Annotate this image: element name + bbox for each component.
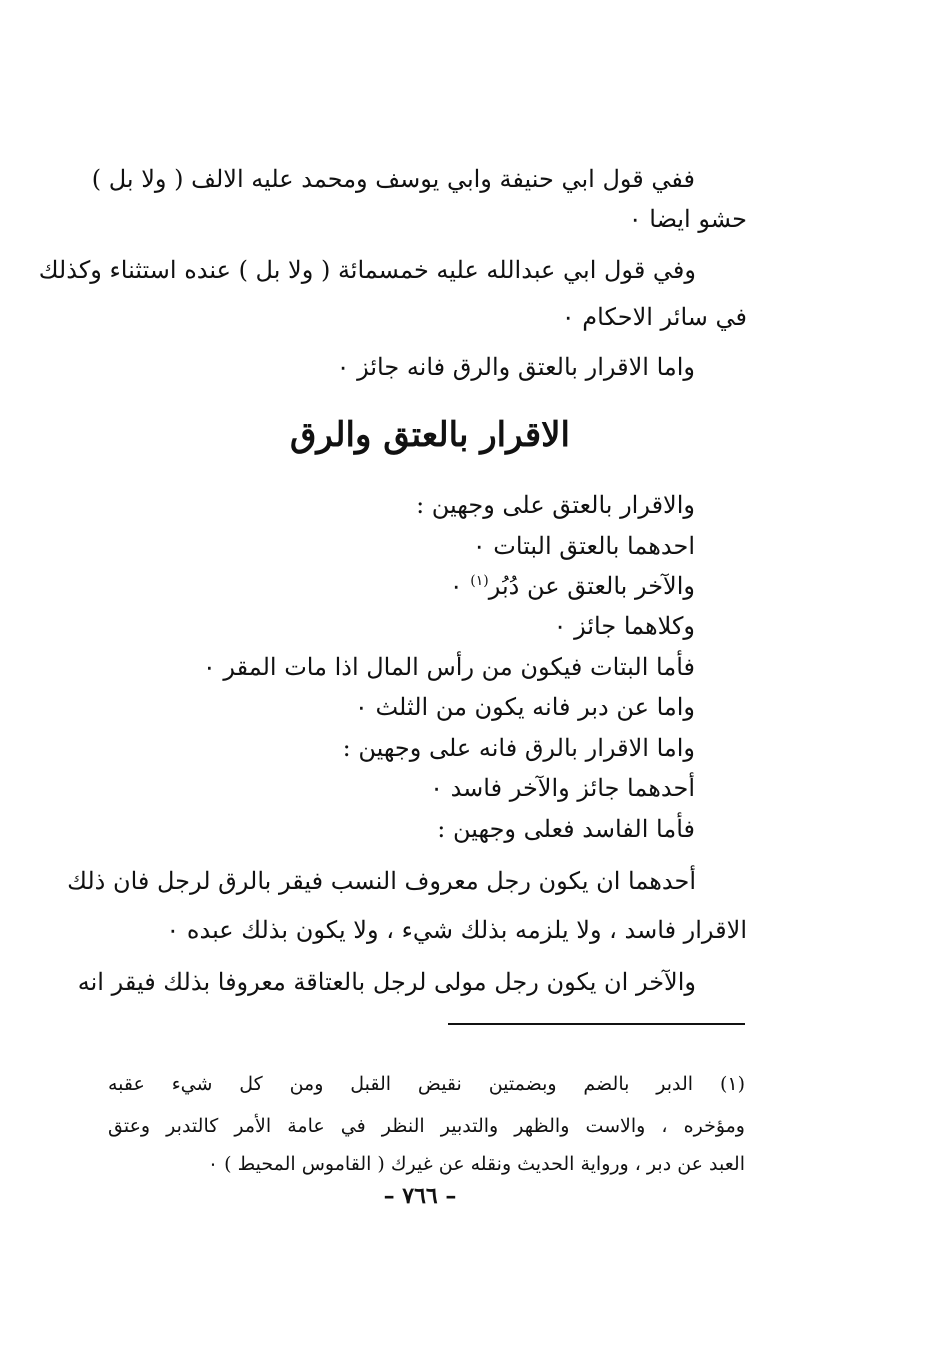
list-item-with-footnote bbox=[450, 569, 695, 603]
body-line-3: وفي قول ابي عبدالله عليه خمسمائة ( ولا بل ) عنده استثناء وكذلك bbox=[38, 256, 696, 284]
list-item: واما الاقرار بالرق فانه على وجهين : bbox=[342, 734, 695, 762]
list-item: وكلاهما جائز ٠ bbox=[553, 612, 695, 640]
footnote-line-3: العبد عن دبر ، ورواية الحديث ونقله عن غيرك ( القاموس المحيط ) ٠ bbox=[207, 1153, 745, 1175]
body-line-4: في سائر الاحكام ٠ bbox=[561, 303, 747, 331]
list-item: فأما البتات فيكون من رأس المال اذا مات المقر ٠ bbox=[202, 653, 695, 681]
paragraph-line-1: أحدهما ان يكون رجل معروف النسب فيقر بالرق لرجل فان ذلك bbox=[67, 867, 696, 895]
list-item: فأما الفاسد فعلى وجهين : bbox=[437, 815, 695, 843]
list-item: أحدهما جائز والآخر فاسد ٠ bbox=[430, 774, 695, 802]
body-line-5: واما الاقرار بالعتق والرق فانه جائز ٠ bbox=[336, 353, 695, 381]
list-item-text: والآخر بالعتق عن دُبُر bbox=[488, 572, 695, 600]
footnote-line-2: ومؤخره ، والاست والظهر والتدبير النظر في عامة الأمر كالتدبر وعتق bbox=[108, 1115, 745, 1137]
footnote-line-1: (١) الدبر بالضم وبضمتين نقيض القبل ومن كل شيء عقبه bbox=[108, 1073, 745, 1095]
page-number: – ٧٦٦ – bbox=[383, 1183, 457, 1209]
list-item: واما عن دبر فانه يكون من الثلث ٠ bbox=[354, 693, 695, 721]
footnote-separator bbox=[448, 1023, 745, 1025]
list-item: والاقرار بالعتق على وجهين : bbox=[416, 491, 695, 519]
section-heading: الاقرار بالعتق والرق bbox=[290, 415, 570, 455]
list-item: احدهما بالعتق البتات ٠ bbox=[472, 532, 695, 560]
list-item-end-mark: ٠ bbox=[449, 572, 463, 600]
body-line-1: ففي قول ابي حنيفة وابي يوسف ومحمد عليه الالف ( ولا بل ) bbox=[91, 165, 695, 193]
paragraph-line-2: الاقرار فاسد ، ولا يلزمه بذلك شيء ، ولا يكون بذلك عبده ٠ bbox=[166, 916, 747, 944]
footnote-ref: (١) bbox=[470, 573, 489, 589]
body-line-2: حشو ايضا ٠ bbox=[628, 205, 747, 233]
paragraph-line-3: والآخر ان يكون رجل مولى لرجل بالعتاقة معروفا بذلك فيقر انه bbox=[77, 968, 696, 996]
